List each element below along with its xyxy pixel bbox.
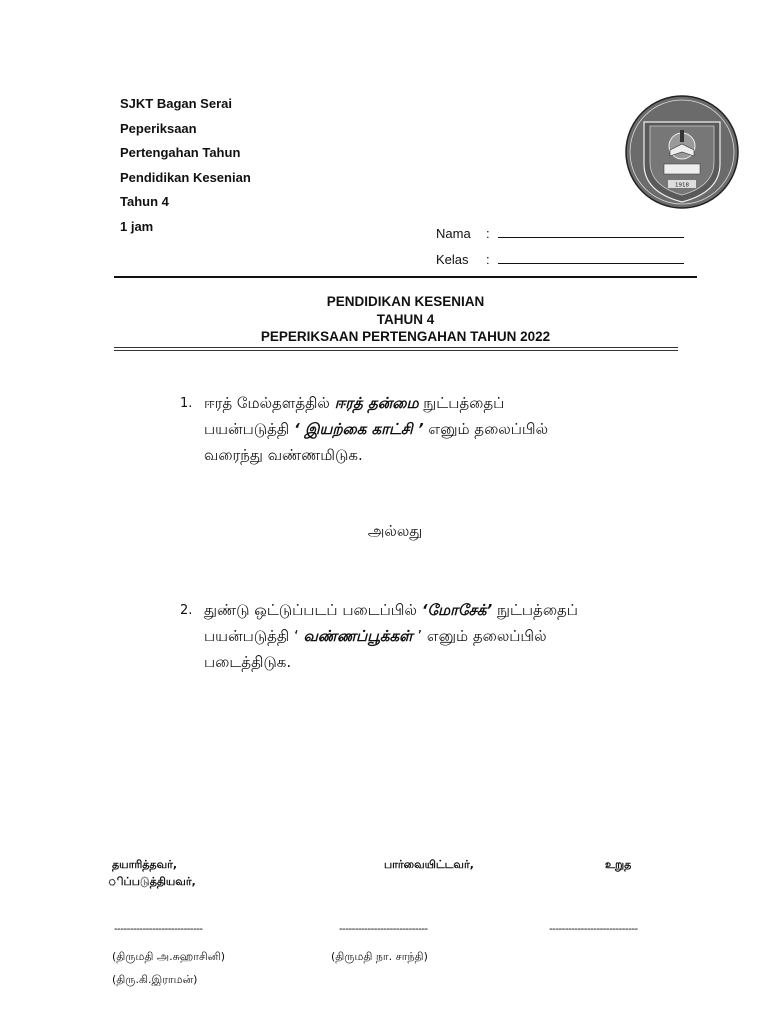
checked-by-label: பார்வையிட்டவர், [384,858,474,871]
header-divider [114,276,697,278]
exam-label: Peperiksaan [120,120,197,136]
title-year: TAHUN 4 [376,312,435,327]
subject-name: Pendidikan Kesenian [120,169,251,185]
question-text: துண்டு ஒட்டுப்படப் படைப்பில் ‘மோசேக்’ நுட்பத்தைப் பயன்படுத்தி ‘ வண்ணப்பூக்கள் ’ எனும் தலைப்பில் படைத்திடுக. [204,601,578,671]
checker-name: (திருமதி நா. சாந்தி) [331,950,428,963]
confirmer-name: (திரு.கி.இராமன்) [112,973,198,986]
title-exam: PEPERIKSAAN PERTENGAHAN TAHUN 2022 [260,329,551,344]
confirmed-by-label-a: உறுத [605,858,632,871]
name-field: Nama : [436,226,684,241]
signature-line-1: ---------------------------- [114,923,203,935]
question-number: 1. [180,396,193,411]
school-info [120,92,251,239]
title-double-divider [114,347,678,351]
name-blank-line[interactable] [498,227,684,238]
school-logo [624,94,740,210]
class-blank-line[interactable] [498,253,684,264]
confirmed-by-label-b: ிப்படுத்தியவர், [108,875,196,888]
question-1 [180,390,700,468]
question-text: ஈரத் மேல்தளத்தில் ஈரத் தன்மை நுட்பத்தைப் பயன்படுத்தி ‘ இயற்கை காட்சி ’ எனும் தலைப்பில் வரைந்து வண்ணமிடுக. [204,394,549,464]
title-subject: PENDIDIKAN KESENIAN [326,294,485,309]
or-separator: அல்லது [367,522,423,540]
year-level: Tahun 4 [120,194,169,209]
class-label: Kelas [436,252,469,267]
question-2 [180,597,700,675]
signature-line-2: ---------------------------- [339,923,428,935]
exam-period: Pertengahan Tahun [120,145,241,160]
exam-duration: 1 jam [120,218,154,234]
signature-line-3: ---------------------------- [549,923,638,935]
name-label: Nama [436,226,471,241]
logo-year: 1918 [675,182,689,189]
prepared-by-label: தயாரித்தவர், [112,858,178,871]
school-name: SJKT Bagan Serai [120,96,232,111]
class-field: Kelas : [436,252,684,267]
question-number: 2. [180,603,193,618]
preparer-name: (திருமதி அ.சுஹாசினி) [112,950,226,963]
